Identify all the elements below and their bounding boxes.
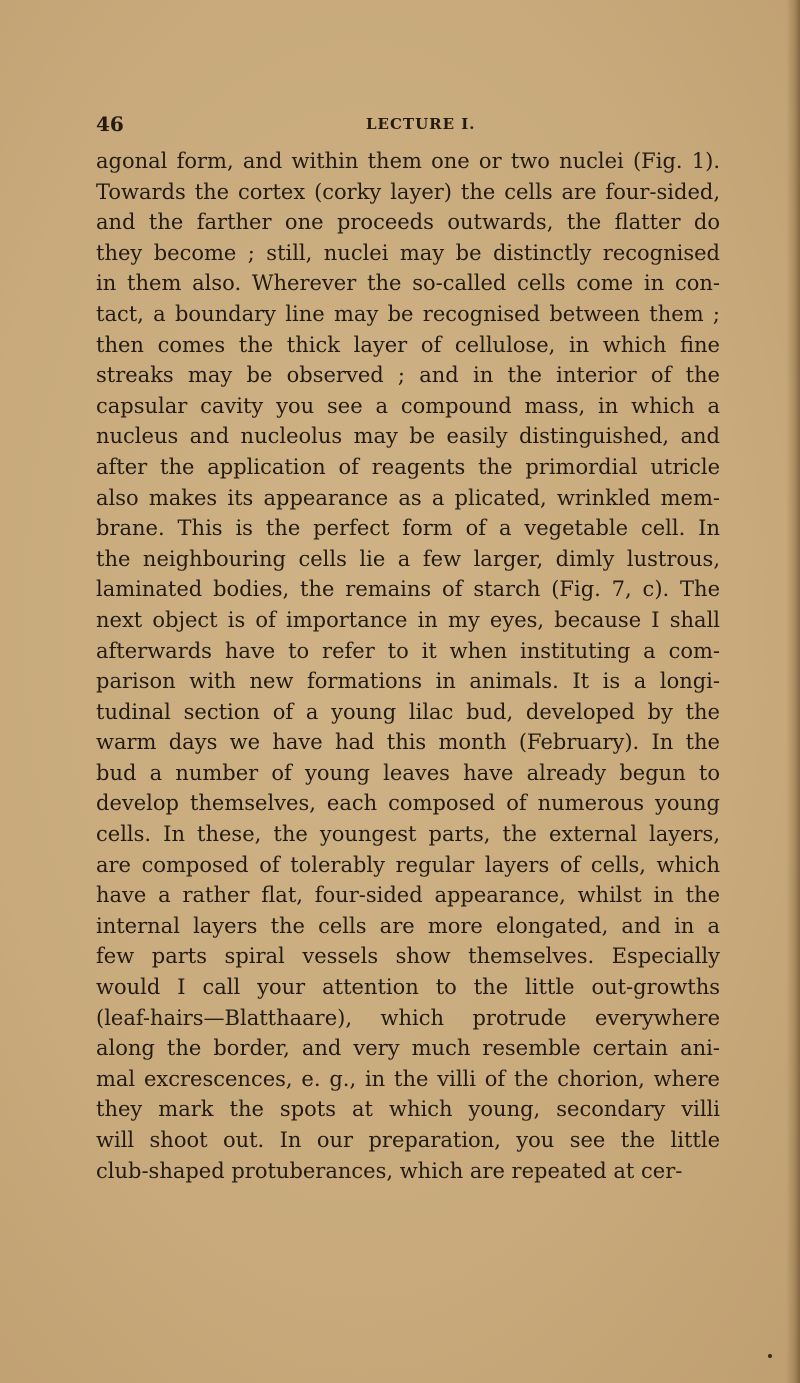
text-line: in them also. Wherever the so-called cells come in con- (96, 271, 720, 296)
text-line: brane. This is the perfect form of a vegetable cell. In (96, 516, 720, 541)
body-text (96, 146, 720, 1186)
text-line: Towards the cortex (corky layer) the cells are four-sided, (96, 179, 720, 204)
text-line: (leaf-hairs—Blatthaare), which protrude everywhere (96, 1005, 720, 1030)
text-line: they become ; still, nuclei may be distinctly recognised (96, 240, 720, 265)
text-line: warm days we have had this month (February). In the (96, 730, 720, 755)
text-line: capsular cavity you see a compound mass, in which a (96, 393, 720, 418)
text-line: few parts spiral vessels show themselves. Especially (96, 944, 720, 969)
text-line: mal excrescences, e. g., in the villi of the chorion, where (96, 1066, 720, 1091)
text-line: would I call your attention to the little out-growths (96, 975, 720, 1000)
text-line: laminated bodies, the remains of starch (Fig. 7, c). The (96, 577, 720, 602)
page-header (96, 110, 726, 140)
text-line: next object is of importance in my eyes, because I shall (96, 607, 720, 632)
text-line: streaks may be observed ; and in the interior of the (96, 363, 720, 388)
text-line: tudinal section of a young lilac bud, developed by the (96, 699, 720, 724)
text-line: and the farther one proceeds outwards, the flatter do (96, 210, 720, 235)
text-line: have a rather flat, four-sided appearance, whilst in the (96, 883, 720, 908)
text-line: are composed of tolerably regular layers of cells, which (96, 852, 720, 877)
text-line: the neighbouring cells lie a few larger, dimly lustrous, (96, 546, 720, 571)
text-line: will shoot out. In our preparation, you see the little (96, 1128, 720, 1152)
text-line: afterwards have to refer to it when instituting a com- (96, 638, 720, 663)
text-line: develop themselves, each composed of numerous young (96, 791, 720, 816)
text-line: club-shaped protuberances, which are repeated at cer- (96, 1158, 683, 1183)
text-line: after the application of reagents the primordial utricle (96, 454, 720, 479)
text-line: bud a number of young leaves have already begun to (96, 760, 720, 785)
text-line: internal layers the cells are more elongated, and in a (96, 913, 720, 938)
page-number: 46 (96, 112, 124, 136)
text-line: nucleus and nucleolus may be easily distinguished, and (96, 424, 720, 449)
text-line: parison with new formations in animals. It is a longi- (96, 669, 720, 694)
page-edge-shadow (786, 0, 800, 1383)
text-line: they mark the spots at which young, secondary villi (96, 1097, 720, 1122)
text-line: then comes the thick layer of cellulose, in which fine (96, 332, 720, 357)
paper-speck (768, 1354, 772, 1358)
text-line: also makes its appearance as a plicated, wrinkled mem- (96, 485, 720, 510)
running-title: LECTURE I. (366, 115, 476, 133)
text-line: tact, a boundary line may be recognised between them ; (96, 301, 720, 326)
text-line: agonal form, and within them one or two nuclei (Fig. 1). (96, 149, 720, 173)
text-line: cells. In these, the youngest parts, the external layers, (96, 822, 720, 847)
text-line: along the border, and very much resemble certain ani- (96, 1036, 720, 1061)
